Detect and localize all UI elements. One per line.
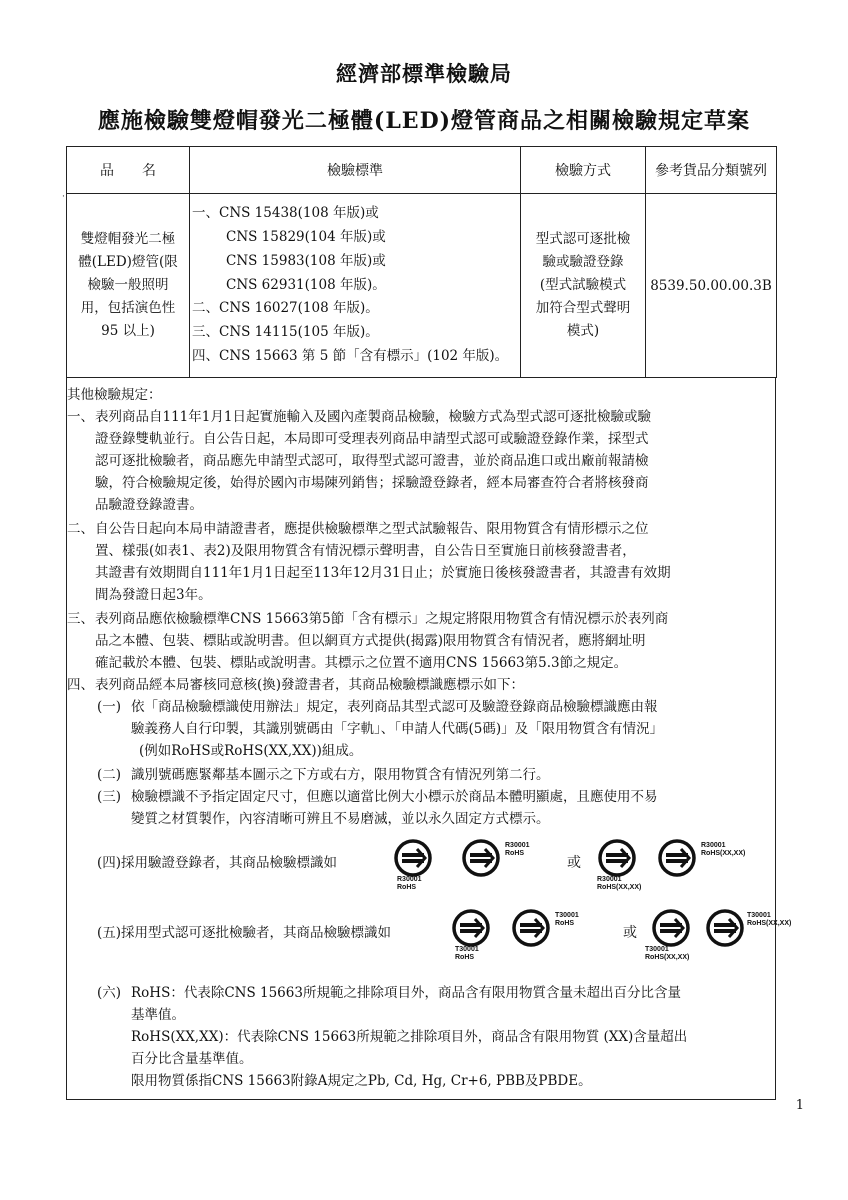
standard-item: 三、CNS 14115(105 年版)。 — [192, 324, 379, 341]
rule-line: 間為發證日起3年。 — [95, 587, 212, 603]
rule-line: 品驗證登錄證書。 — [95, 497, 203, 513]
rule-item-2 — [67, 518, 773, 606]
sub-line: RoHS(XX,XX)：代表除CNS 15663所規範之排除項目外，商品含有限用物質 (XX)含量超出 — [131, 1029, 688, 1045]
method-line: (型式試驗模式 — [539, 277, 627, 293]
mark-rohs: RoHS(XX,XX) — [597, 884, 642, 891]
mark-rohs: RoHS — [555, 920, 575, 927]
rule-number: 二、 — [67, 521, 94, 537]
method-line: 加符合型式聲明 — [535, 300, 631, 316]
inspection-mark — [461, 838, 530, 878]
sub-line: 識別號碼應緊鄰基本圖示之下方或右方，限用物質含有情況列第二行。 — [131, 767, 550, 783]
product-name-line: 用，包括演色性 — [80, 300, 176, 316]
header-product-name: 品 名 — [67, 147, 190, 194]
mark-row-label: (四)採用驗證登錄者，其商品檢驗標識如 — [97, 855, 338, 871]
sub-item-6 — [97, 982, 773, 1092]
standard-item: 四、CNS 15663 第 5 節「含有標示」(102 年版)。 — [192, 347, 509, 364]
inspection-mark — [705, 908, 792, 948]
or-text: 或 — [623, 925, 637, 941]
inspection-mark — [511, 908, 579, 948]
rule-line: 表列商品自111年1月1日起實施輸入及國內產製商品檢驗，檢驗方式為型式認可逐批檢驗或驗 — [95, 409, 651, 425]
standard-item: CNS 15983(108 年版)或 — [226, 252, 386, 269]
mark-rohs: RoHS(XX,XX) — [701, 850, 746, 857]
header-tariff-code: 參考貨品分類號列 — [646, 147, 777, 194]
inspection-mark — [597, 838, 642, 891]
document-title: 應施檢驗雙燈帽發光二極體(LED)燈管商品之相關檢驗規定草案 — [97, 108, 751, 134]
commodity-inspection-logo-icon — [451, 908, 491, 948]
sub-number: (三) — [97, 789, 122, 805]
standard-item: CNS 15829(104 年版)或 — [226, 229, 386, 245]
rule-line: 自公告日起向本局申請證書者，應提供檢驗標準之型式試驗報告、限用物質含有情形標示之位 — [95, 521, 649, 537]
mark-id-code — [701, 842, 745, 858]
mark-id-code — [555, 912, 579, 928]
standards-cell — [190, 194, 521, 378]
commodity-inspection-logo-icon — [511, 908, 551, 948]
rule-line: 品之本體、包裝、標貼或說明書。但以網頁方式提供(揭露)限用物質含有情況者，應將網址明 — [95, 633, 646, 649]
rule-item-1 — [67, 406, 773, 516]
mark-rohs: RoHS — [455, 954, 475, 961]
rule-number: 一、 — [67, 409, 94, 425]
inspection-mark — [645, 908, 691, 961]
method-cell — [521, 194, 646, 378]
commodity-inspection-logo-icon — [657, 838, 697, 878]
product-name-line: 檢驗一般照明 — [87, 277, 169, 293]
mark-id-code — [747, 912, 791, 928]
rule-line: 確記載於本體、包裝、標貼或說明書。其標示之位置不適用CNS 15663第5.3節之規定。 — [95, 655, 628, 671]
mark-code: R30001 — [597, 876, 622, 883]
sub-number: (二) — [97, 767, 122, 783]
sub-line: 檢驗標識不予指定固定尺寸，但應以適當比例大小標示於商品本體明顯處，且應使用不易 — [131, 789, 658, 805]
sub-line: 限用物質係指CNS 15663附錄A規定之Pb, Cd, Hg, Cr+6, PBB及PBDE。 — [131, 1073, 592, 1089]
rule-number: 三、 — [67, 611, 94, 627]
product-name-line: 雙燈帽發光二極 — [80, 231, 176, 247]
mark-code: R30001 — [701, 842, 726, 849]
sub-line: (例如RoHS或RoHS(XX,XX))組成。 — [139, 743, 363, 759]
mark-code: R30001 — [397, 876, 422, 883]
sub-item-3 — [97, 786, 773, 830]
product-name-line: 體(LED)燈管(限 — [78, 254, 178, 270]
mark-rohs: RoHS(XX,XX) — [747, 920, 792, 927]
mark-id-code — [505, 842, 530, 858]
mark-row-verification — [97, 838, 773, 894]
standard-item: 二、CNS 16027(108 年版)。 — [192, 300, 379, 317]
commodity-inspection-logo-icon — [705, 908, 745, 948]
rule-line: 表列商品應依檢驗標準CNS 15663第5節「含有標示」之規定將限用物質含有情況標示於表列商 — [95, 611, 669, 627]
mark-code: R30001 — [505, 842, 530, 849]
mark-id-code — [597, 876, 641, 892]
sub-number: (六) — [97, 985, 122, 1001]
mark-code: T30001 — [555, 912, 579, 919]
mark-row-label: (五)採用型式認可逐批檢驗者，其商品檢驗標識如 — [97, 925, 392, 941]
rule-line: 其證書有效期間自111年1月1日起至113年12月31日止；於實施日後核發證書者，其證書有效期 — [95, 565, 671, 581]
page-number: 1 — [795, 1098, 804, 1113]
header-method: 檢驗方式 — [521, 147, 646, 194]
inspection-mark — [657, 838, 746, 878]
rule-number: 四、 — [67, 677, 94, 693]
sub-line: 依「商品檢驗標識使用辦法」規定，表列商品其型式認可及驗證登錄商品檢驗標識應由報 — [131, 699, 658, 715]
method-line: 驗或驗證登錄 — [542, 254, 624, 270]
commodity-inspection-logo-icon — [651, 908, 691, 948]
sub-item-2 — [97, 764, 773, 786]
method-line: 型式認可逐批檢 — [535, 231, 631, 247]
commodity-inspection-logo-icon — [461, 838, 501, 878]
mark-id-code — [645, 946, 689, 962]
sub-item-1 — [97, 696, 773, 762]
rule-line: 驗，符合檢驗規定後，始得於國內市場陳列銷售；採驗證登錄者，經本局審查符合者將核發商 — [95, 475, 649, 491]
standard-item: CNS 62931(108 年版)。 — [226, 276, 386, 293]
commodity-inspection-logo-icon — [393, 838, 433, 878]
inspection-mark — [451, 908, 491, 961]
product-name-line: 95 以上) — [101, 323, 155, 339]
sub-line: RoHS：代表除CNS 15663所規範之排除項目外，商品含有限用物質含量未超出百分比含量 — [131, 985, 681, 1001]
other-rules-section — [66, 378, 792, 1100]
table-header-row — [67, 147, 777, 194]
mark-id-code — [397, 876, 422, 892]
rule-line: 證登錄雙軌並行。自公告日起，本局即可受理表列商品申請型式認可或驗證登錄作業，採型式 — [95, 431, 649, 447]
rules-heading: 其他檢驗規定： — [67, 387, 162, 403]
rule-line: 置、樣張(如表1、表2)及限用物質含有情況標示聲明書，自公告日至實施日前核發證書者， — [95, 543, 636, 559]
mark-rohs: RoHS — [505, 850, 525, 857]
header-standard: 檢驗標準 — [190, 147, 521, 194]
sub-line: 百分比含量基準值。 — [131, 1051, 253, 1067]
mark-code: T30001 — [747, 912, 771, 919]
commodity-inspection-logo-icon — [597, 838, 637, 878]
inspection-spec-table — [66, 146, 777, 378]
table-row — [67, 194, 777, 378]
mark-row-type-approval — [97, 908, 792, 964]
agency-title: 經濟部標準檢驗局 — [336, 61, 512, 86]
tariff-code-cell: 8539.50.00.00.3B — [646, 194, 777, 378]
mark-id-code — [455, 946, 479, 962]
sub-line: 變質之材質製作，內容清晰可辨且不易磨滅，並以永久固定方式標示。 — [131, 811, 550, 827]
mark-rohs: RoHS — [397, 884, 417, 891]
sub-line: 基準值。 — [131, 1007, 185, 1023]
margin-dot: · — [62, 192, 65, 202]
mark-code: T30001 — [455, 946, 479, 953]
rule-line: 認可逐批檢驗者，商品應先申請型式認可，取得型式認可證書，並於商品進口或出廠前報請檢 — [95, 453, 649, 469]
standard-item: 一、CNS 15438(108 年版)或 — [192, 205, 379, 222]
method-line: 模式) — [566, 323, 600, 339]
rule-line: 表列商品經本局審核同意核(換)發證書者，其商品檢驗標識應標示如下： — [95, 677, 525, 693]
sub-number: (一) — [97, 699, 122, 715]
mark-code: T30001 — [645, 946, 669, 953]
rule-item-4 — [67, 674, 773, 696]
sub-line: 驗義務人自行印製，其識別號碼由「字軌」、「申請人代碼(5碼)」及「限用物質含有情況」 — [131, 721, 664, 737]
inspection-mark — [393, 838, 433, 891]
or-text: 或 — [567, 855, 581, 871]
rule-item-3 — [67, 608, 773, 674]
mark-rohs: RoHS(XX,XX) — [645, 954, 690, 961]
product-name-cell — [67, 194, 190, 378]
